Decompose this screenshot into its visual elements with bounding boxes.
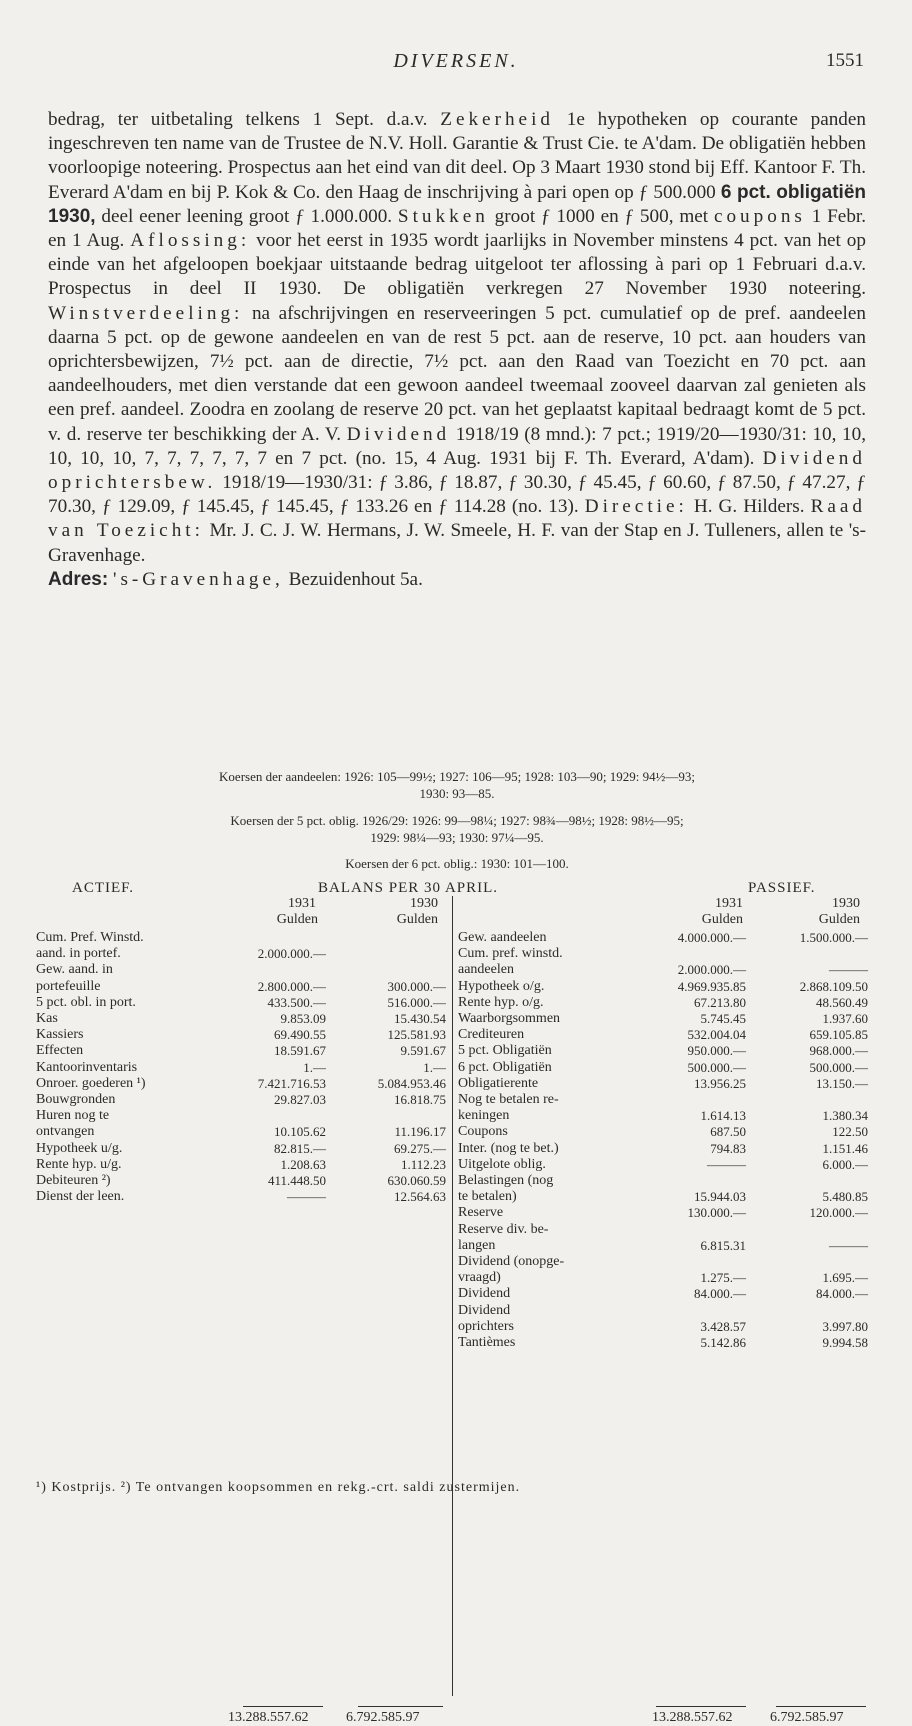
row-value: 5.084.953.46 xyxy=(377,1075,446,1091)
row-value: 82.815.— xyxy=(274,1140,326,1156)
balance-row xyxy=(458,1238,878,1254)
row-value: 84.000.— xyxy=(694,1286,746,1302)
row-value: ——— xyxy=(829,962,868,978)
row-value: 2.000.000.— xyxy=(257,946,326,962)
row-value: 69.275.— xyxy=(394,1140,446,1156)
row-value: 1.— xyxy=(303,1059,326,1075)
balance-row xyxy=(458,1011,878,1027)
row-value: 1.208.63 xyxy=(280,1156,326,1172)
row-label: ontvangen xyxy=(36,1124,95,1140)
row-value: 5.745.45 xyxy=(700,1011,746,1026)
koersen-5pct xyxy=(48,812,866,846)
balance-row xyxy=(458,946,878,962)
balance-row xyxy=(458,1189,878,1205)
total-rule xyxy=(358,1706,443,1707)
row-value: 12.564.63 xyxy=(394,1189,446,1205)
row-label: Dienst der leen. xyxy=(36,1189,125,1205)
balance-row xyxy=(36,979,456,995)
row-value: 67.213.80 xyxy=(694,994,746,1010)
page-header xyxy=(48,48,864,78)
row-value: 950.000.— xyxy=(687,1043,746,1059)
row-value: 5.480.85 xyxy=(822,1189,868,1205)
total-actief-1931: 13.288.557.62 xyxy=(228,1710,309,1725)
balance-row xyxy=(36,1092,456,1108)
koersen-line: 1930: 93—85. xyxy=(419,786,495,801)
year-left-2: 1930 xyxy=(410,896,438,911)
balance-row xyxy=(458,1060,878,1076)
actief-label: ACTIEF. xyxy=(72,880,135,896)
koersen-line: 1929: 98¼—93; 1930: 97¼—95. xyxy=(370,830,544,845)
balance-row xyxy=(36,930,456,946)
text-run: voor het eerst in 1935 wordt jaarlijks in November minstens 4 pct. van het op einde van het afgeloopen boekjaar uitstaande bedrag uitgeloot ter aflossing à pari op 1 Februari d.a.v. Prospectus in deel II 1930. De obligatiën verkregen 27 November 1930 noteering. xyxy=(48,230,866,300)
row-label: Dividend xyxy=(458,1286,511,1302)
unit-left-1: Gulden xyxy=(276,912,318,927)
row-label: Gew. aand. in xyxy=(36,962,113,978)
row-label: oprichters xyxy=(458,1318,514,1334)
row-value: 84.000.— xyxy=(816,1286,868,1302)
balance-row xyxy=(458,962,878,978)
row-label: Cum. Pref. Winstd. xyxy=(36,930,144,945)
balance-row xyxy=(36,962,456,978)
row-value: 6.000.— xyxy=(822,1156,868,1172)
row-value: 433.500.— xyxy=(267,994,326,1010)
row-label: Kassiers xyxy=(36,1027,84,1043)
row-value: 3.997.80 xyxy=(822,1318,868,1334)
row-value: 11.196.17 xyxy=(394,1124,446,1140)
balance-row xyxy=(36,1027,456,1043)
bold-heading: Adres: xyxy=(48,568,109,590)
text-run: deel eener leening groot ƒ 1.000.000. xyxy=(101,205,393,227)
row-value: 9.994.58 xyxy=(822,1335,868,1350)
balance-row xyxy=(458,1027,878,1043)
row-value: 2.800.000.— xyxy=(257,978,326,994)
page-number: 1551 xyxy=(826,50,864,71)
running-title: DIVERSEN. xyxy=(393,50,519,72)
balance-row xyxy=(458,1222,878,1238)
row-value: 10.105.62 xyxy=(274,1124,326,1140)
row-value: 411.448.50 xyxy=(267,1173,326,1188)
footnote: ¹) Kostprijs. ²) Te ontvangen koopsommen en rekg.-crt. saldi zustermijen. xyxy=(36,1480,521,1495)
year-left-1: 1931 xyxy=(288,896,316,911)
row-value: 13.150.— xyxy=(816,1075,868,1091)
balance-row xyxy=(458,930,878,946)
spaced-heading: Zekerheid xyxy=(440,109,554,130)
balance-row xyxy=(458,1124,878,1140)
balance-row xyxy=(36,1011,456,1027)
row-value: 2.000.000.— xyxy=(677,962,746,978)
row-value: 500.000.— xyxy=(809,1059,868,1075)
body-text xyxy=(48,108,866,592)
unit-right-2: Gulden xyxy=(818,912,860,927)
balance-row xyxy=(36,1189,456,1205)
koersen-aandeelen xyxy=(48,768,866,802)
row-value: 968.000.— xyxy=(809,1043,868,1059)
row-value: 3.428.57 xyxy=(700,1318,746,1334)
row-label: 5 pct. obl. in port. xyxy=(36,994,136,1010)
koersen-line: Koersen der 5 pct. oblig. 1926/29: 1926: 99—98¼; 1927: 98¾—98½; 1928: 98½—95; xyxy=(230,813,684,828)
row-label: Kantoorinventaris xyxy=(36,1059,138,1075)
text-run: 1918/19—1930/31: ƒ 3.86, ƒ 18.87, ƒ 30.30, ƒ 45.45, ƒ 60.60, ƒ 87.50, ƒ 47.27, ƒ 70.30, ƒ 129.09, ƒ 145.45, ƒ 145.45, ƒ 133.26 en ƒ 114.28 (no. 13). xyxy=(48,472,866,518)
row-label: Huren nog te xyxy=(36,1108,110,1124)
spaced-heading: Directie: xyxy=(584,496,688,518)
row-value: 5.142.86 xyxy=(700,1335,746,1350)
row-value: 1.275.— xyxy=(700,1270,746,1286)
row-value: 1.112.23 xyxy=(400,1156,446,1172)
row-label: Obligatierente xyxy=(458,1075,539,1091)
spaced-heading: Dividend oprichtersbew. xyxy=(48,447,866,494)
row-value: 532.004.04 xyxy=(687,1027,746,1043)
row-value: 1.380.34 xyxy=(822,1108,868,1124)
year-right-2: 1930 xyxy=(832,896,860,911)
row-value: 18.591.67 xyxy=(274,1043,326,1059)
balance-row xyxy=(458,1303,878,1319)
balance-title: BALANS PER 30 APRIL. xyxy=(318,880,499,896)
row-label: Cum. pref. winstd. xyxy=(458,946,563,962)
balance-row xyxy=(458,1043,878,1059)
balance-row xyxy=(36,1173,456,1189)
text-run: bedrag, ter uitbetaling telkens 1 Sept. d.a.v. xyxy=(48,109,428,130)
row-value: 1.614.13 xyxy=(700,1108,746,1124)
row-value: ——— xyxy=(829,1237,868,1253)
text-run: Bezuidenhout 5a. xyxy=(288,568,423,590)
balance-row xyxy=(458,1108,878,1124)
row-value: 125.581.93 xyxy=(387,1027,446,1043)
row-label: Uitgelote oblig. xyxy=(458,1156,546,1172)
text-run: H. G. Hilders. xyxy=(693,496,805,518)
total-rule xyxy=(243,1706,323,1707)
text-run: 1e hypotheken op courante panden ingeschreven ten name van de Trustee de N.V. Holl. Garantie & Trust Cie. te A'dam. De obligatiën hebben voorloopige noteering. Prospectus aan het eind van dit deel. Op 3 Maart 1930 stond bij Eff. Kantoor F. Th. Everard A'dam en bij P. Kok & Co. den Haag de inschrijving à pari open op ƒ 500.000 xyxy=(48,109,867,203)
row-value: ——— xyxy=(287,1189,326,1205)
row-value: 1.937.60 xyxy=(822,1011,868,1026)
row-value: 9.591.67 xyxy=(400,1043,446,1059)
row-label: Coupons xyxy=(458,1124,508,1140)
row-label: aand. in portef. xyxy=(36,946,121,962)
row-value: 1.695.— xyxy=(822,1270,868,1286)
row-label: Kas xyxy=(36,1011,58,1026)
row-label: Tantièmes xyxy=(458,1335,516,1350)
text-run: 1918/19 (8 mnd.): 7 pct.; 1919/20—1930/31: 10, 10, 10, 10, 10, 7, 7, 7, 7, 7, 7 en 7 pct. (no. 15, 4 Aug. 1931 bij F. Th. Everard, A'dam). xyxy=(48,423,867,469)
balance-row xyxy=(36,1060,456,1076)
row-value: 7.421.716.53 xyxy=(257,1075,326,1091)
spaced-heading: 's-Gravenhage, xyxy=(112,568,284,590)
text-run: Mr. J. C. J. W. Hermans, J. W. Smeele, H. F. van der Stap en J. Tulleners, allen te 's-Gravenhage. xyxy=(48,520,867,566)
spaced-heading: Stukken xyxy=(397,205,489,227)
row-label: aandeelen xyxy=(458,962,514,978)
text-run: groot ƒ 1000 en ƒ 500, met xyxy=(494,205,709,227)
row-value: 4.969.935.85 xyxy=(677,978,746,994)
balance-row xyxy=(458,1092,878,1108)
balance-row xyxy=(458,1076,878,1092)
text-run: na afschrijvingen en reserveeringen 5 pct. cumulatief op de pref. aandeelen daarna 5 pct. op de gewone aandeelen en van de rest 5 pct. aan de reserve, 10 pct. aan houders van oprichtersbewijzen, 7½ pct. aan de directie, 7½ pct. aan den Raad van Toezicht en 70 pct. aan aandeelhouders, met dien verstande dat een gewoon aandeel tweemaal zooveel daarvan zal genieten als een pref. aandeel. Zoodra en zoolang de reserve 20 pct. van het geplaatst kapitaal bedraagt komt de 5 pct. v. d. reserve ter beschikking der A. V. xyxy=(48,302,867,445)
koersen-6pct xyxy=(48,855,866,872)
balance-row xyxy=(36,1076,456,1092)
passief-label: PASSIEF. xyxy=(748,880,816,896)
total-passief-1931: 13.288.557.62 xyxy=(652,1710,733,1725)
row-value: 15.430.54 xyxy=(394,1011,446,1026)
row-value: 630.060.59 xyxy=(387,1173,446,1188)
spaced-heading: Winstverdeeling: xyxy=(48,302,244,324)
row-label: Effecten xyxy=(36,1043,84,1059)
spaced-heading: Dividend xyxy=(346,423,451,445)
total-rule xyxy=(776,1706,866,1707)
row-value: 1.500.000.— xyxy=(799,930,868,945)
row-value: 1.— xyxy=(423,1059,446,1075)
row-label: Rente hyp. u/g. xyxy=(36,1156,122,1172)
spaced-heading: Raad van Toezicht: xyxy=(48,496,866,542)
koersen-line: Koersen der 6 pct. oblig.: 1930: 101—100. xyxy=(345,856,569,871)
row-label: Debiteuren ²) xyxy=(36,1173,111,1188)
balance-row xyxy=(458,1270,878,1286)
balance-row xyxy=(36,946,456,962)
row-value: 659.105.85 xyxy=(809,1027,868,1043)
row-label: Onroer. goederen ¹) xyxy=(36,1075,146,1091)
balance-row xyxy=(36,1157,456,1173)
balance-row xyxy=(458,995,878,1011)
row-value: 1.151.46 xyxy=(822,1140,868,1156)
row-label: Inter. (nog te bet.) xyxy=(458,1140,559,1156)
balance-row xyxy=(458,1254,878,1270)
row-label: Dividend (onopge- xyxy=(458,1254,565,1269)
balance-row xyxy=(458,1335,878,1351)
row-label: Reserve div. be- xyxy=(458,1221,549,1237)
row-value: 48.560.49 xyxy=(816,994,868,1010)
unit-left-2: Gulden xyxy=(396,912,438,927)
balance-row xyxy=(458,1286,878,1302)
row-value: 120.000.— xyxy=(809,1205,868,1221)
row-value: 4.000.000.— xyxy=(677,930,746,945)
row-label: Belastingen (nog xyxy=(458,1173,554,1188)
row-label: Nog te betalen re- xyxy=(458,1092,559,1107)
total-actief-1930: 6.792.585.97 xyxy=(346,1710,420,1725)
spaced-heading: Aflossing: xyxy=(130,230,251,252)
row-value: 687.50 xyxy=(710,1124,746,1140)
row-value: 122.50 xyxy=(832,1124,868,1140)
row-value: 6.815.31 xyxy=(700,1237,746,1253)
row-label: langen xyxy=(458,1237,496,1253)
unit-right-1: Gulden xyxy=(701,912,743,927)
balance-row xyxy=(36,1124,456,1140)
year-right-1: 1931 xyxy=(715,896,743,911)
row-label: 5 pct. Obligatiën xyxy=(458,1043,552,1059)
text-run: 1 Febr. en 1 Aug. xyxy=(48,205,867,252)
row-value: 794.83 xyxy=(710,1140,746,1156)
row-label: Dividend xyxy=(458,1302,511,1318)
row-value: 516.000.— xyxy=(387,994,446,1010)
row-label: 6 pct. Obligatiën xyxy=(458,1059,552,1075)
total-rule xyxy=(656,1706,746,1707)
row-value: 29.827.03 xyxy=(274,1092,326,1107)
balance-row xyxy=(36,1108,456,1124)
row-value: 9.853.09 xyxy=(280,1011,326,1026)
row-label: Bouwgronden xyxy=(36,1092,116,1107)
row-value: 15.944.03 xyxy=(694,1189,746,1205)
row-value: 13.956.25 xyxy=(694,1075,746,1091)
total-passief-1930: 6.792.585.97 xyxy=(770,1710,844,1725)
row-label: Hypotheek o/g. xyxy=(458,978,545,994)
balance-row xyxy=(36,1043,456,1059)
row-value: 16.818.75 xyxy=(394,1092,446,1107)
row-label: portefeuille xyxy=(36,978,101,994)
spaced-heading: coupons xyxy=(713,205,806,227)
row-value: 2.868.109.50 xyxy=(799,978,868,994)
row-label: te betalen) xyxy=(458,1189,517,1205)
row-label: Gew. aandeelen xyxy=(458,930,547,945)
row-label: Reserve xyxy=(458,1205,504,1221)
row-value: 500.000.— xyxy=(687,1059,746,1075)
balance-row xyxy=(458,1319,878,1335)
balance-row xyxy=(458,979,878,995)
row-label: Crediteuren xyxy=(458,1027,525,1043)
koersen-line: Koersen der aandeelen: 1926: 105—99½; 1927: 106—95; 1928: 103—90; 1929: 94½—93; xyxy=(219,769,695,784)
row-label: Waarborgsommen xyxy=(458,1011,561,1026)
row-label: vraagd) xyxy=(458,1270,501,1286)
row-label: Hypotheek u/g. xyxy=(36,1140,123,1156)
balance-row xyxy=(36,1141,456,1157)
bold-heading: 6 pct. obligatiën 1930, xyxy=(48,181,867,227)
balance-row xyxy=(458,1173,878,1189)
row-value: 130.000.— xyxy=(687,1205,746,1221)
row-label: keningen xyxy=(458,1108,510,1124)
article-body xyxy=(48,108,866,592)
balance-row xyxy=(36,995,456,1011)
row-value: ——— xyxy=(707,1156,746,1172)
row-value: 300.000.— xyxy=(387,978,446,994)
row-label: Rente hyp. o/g. xyxy=(458,994,544,1010)
balance-row xyxy=(458,1141,878,1157)
row-value: 69.490.55 xyxy=(274,1027,326,1043)
balance-row xyxy=(458,1157,878,1173)
balance-row xyxy=(458,1205,878,1221)
